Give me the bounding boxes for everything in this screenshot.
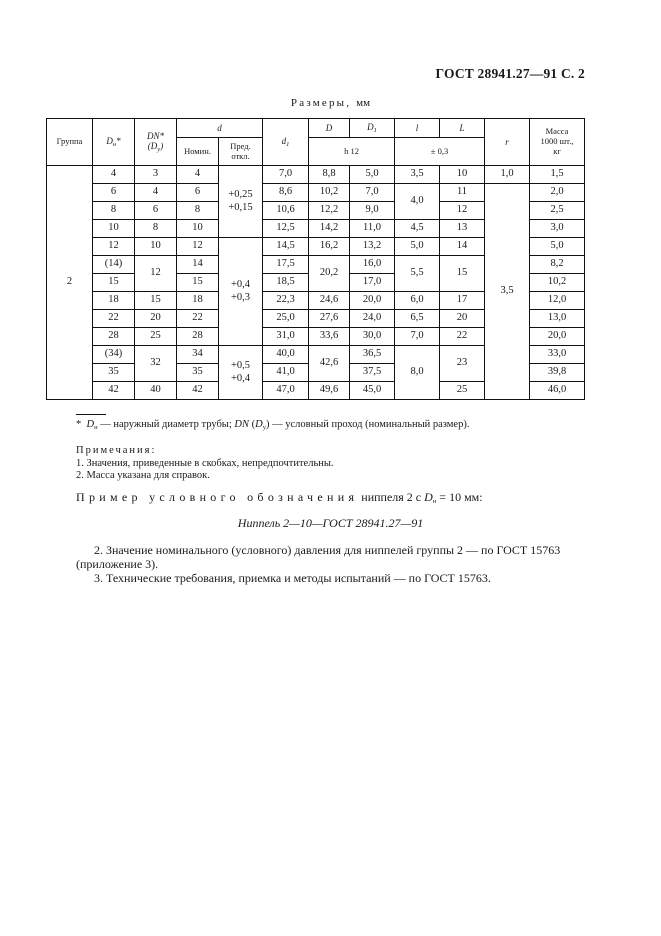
dimensions-table (46, 118, 585, 400)
cell-D1: 5,0 (350, 166, 395, 184)
cell-r: 1,0 (485, 166, 530, 184)
cell-L: 15 (440, 256, 485, 292)
example-line: Пример условного обозначения ниппеля 2 с $D_н = 10$ мм: (76, 490, 483, 505)
cell-mass: 3,0 (530, 220, 585, 238)
header-tol-h12: h 12 (309, 138, 395, 166)
cell-d1: 14,5 (263, 238, 309, 256)
cell-DN: 20 (135, 310, 177, 328)
notes-title: Примечания: (76, 445, 157, 456)
cell-L: 23 (440, 346, 485, 382)
cell-L: 11 (440, 184, 485, 202)
page-header: ГОСТ 28941.27—91 С. 2 (435, 66, 585, 81)
header-l: l (395, 119, 440, 138)
cell-mass: 39,8 (530, 364, 585, 382)
cell-DN: 25 (135, 328, 177, 346)
cell-d1: 25,0 (263, 310, 309, 328)
header-DN-Dy: DN* $(D_у)$ (135, 119, 177, 166)
cell-D1: 17,0 (350, 274, 395, 292)
cell-DN: 8 (135, 220, 177, 238)
cell-D: 12,2 (309, 202, 350, 220)
cell-D: 42,6 (309, 346, 350, 382)
header-nom: Номин. (177, 138, 219, 166)
cell-dn: 10 (93, 220, 135, 238)
table-row (47, 166, 585, 184)
cell-d1: 10,6 (263, 202, 309, 220)
notes-list (76, 458, 334, 482)
cell-d1: 17,5 (263, 256, 309, 274)
cell-mass: 2,0 (530, 184, 585, 202)
table-body (47, 166, 585, 400)
cell-L: 22 (440, 328, 485, 346)
cell-L: 25 (440, 382, 485, 400)
header-d1: $d_1$ (263, 119, 309, 166)
cell-nom: 4 (177, 166, 219, 184)
cell-D1: 24,0 (350, 310, 395, 328)
cell-l: 7,0 (395, 328, 440, 346)
cell-dn: 12 (93, 238, 135, 256)
cell-mass: 2,5 (530, 202, 585, 220)
footnote-divider (76, 414, 106, 415)
header-r: r (485, 119, 530, 166)
header-pred: Пред. откл. (219, 138, 263, 166)
cell-dn: (14) (93, 256, 135, 274)
cell-nom: 42 (177, 382, 219, 400)
cell-d1: 31,0 (263, 328, 309, 346)
cell-mass: 10,2 (530, 274, 585, 292)
cell-dn: 8 (93, 202, 135, 220)
header-D: D (309, 119, 350, 138)
cell-dn: 35 (93, 364, 135, 382)
cell-D1: 16,0 (350, 256, 395, 274)
cell-tolerance: +0,5 +0,4 (219, 346, 263, 400)
cell-tolerance: +0,4 +0,3 (219, 238, 263, 346)
cell-l: 5,5 (395, 256, 440, 292)
cell-d1: 7,0 (263, 166, 309, 184)
cell-D: 49,6 (309, 382, 350, 400)
cell-dn: 28 (93, 328, 135, 346)
cell-r: 3,5 (485, 184, 530, 400)
cell-L: 10 (440, 166, 485, 184)
header-dn: $D_н*$ (93, 119, 135, 166)
cell-D1: 36,5 (350, 346, 395, 364)
cell-nom: 8 (177, 202, 219, 220)
cell-dn: 42 (93, 382, 135, 400)
cell-DN: 3 (135, 166, 177, 184)
table-caption (0, 97, 661, 109)
cell-D: 8,8 (309, 166, 350, 184)
cell-dn: 15 (93, 274, 135, 292)
group-cell: 2 (47, 166, 93, 400)
note-item: 2. Масса указана для справок. (76, 470, 210, 481)
cell-l: 3,5 (395, 166, 440, 184)
example-label: Пример условного обозначения (76, 490, 359, 504)
cell-D: 33,6 (309, 328, 350, 346)
cell-DN: 40 (135, 382, 177, 400)
cell-mass: 8,2 (530, 256, 585, 274)
cell-D: 10,2 (309, 184, 350, 202)
clause-3: 3. Технические требования, приемка и методы испытаний — по ГОСТ 15763. (94, 571, 491, 585)
cell-DN: 4 (135, 184, 177, 202)
cell-d1: 18,5 (263, 274, 309, 292)
cell-D1: 7,0 (350, 184, 395, 202)
cell-l: 8,0 (395, 346, 440, 400)
table-header (47, 119, 585, 166)
cell-mass: 1,5 (530, 166, 585, 184)
header-D1: $D_1$ (350, 119, 395, 138)
note-item: 1. Значения, приведенные в скобках, непредпочтительны. (76, 458, 334, 469)
cell-D1: 45,0 (350, 382, 395, 400)
cell-L: 14 (440, 238, 485, 256)
cell-D: 20,2 (309, 256, 350, 292)
cell-dn: (34) (93, 346, 135, 364)
cell-d1: 22,3 (263, 292, 309, 310)
cell-mass: 13,0 (530, 310, 585, 328)
cell-D1: 11,0 (350, 220, 395, 238)
cell-dn: 22 (93, 310, 135, 328)
cell-d1: 47,0 (263, 382, 309, 400)
cell-l: 6,5 (395, 310, 440, 328)
cell-L: 13 (440, 220, 485, 238)
cell-D: 16,2 (309, 238, 350, 256)
cell-DN: 6 (135, 202, 177, 220)
footnote: * $D_н$ — наружный диаметр трубы; DN $(D_у)$ — условный проход (номинальный размер). (76, 419, 470, 431)
cell-mass: 33,0 (530, 346, 585, 364)
cell-dn: 6 (93, 184, 135, 202)
table-row (47, 184, 585, 202)
cell-D: 24,6 (309, 292, 350, 310)
cell-nom: 10 (177, 220, 219, 238)
header-d: d (177, 119, 263, 138)
cell-D1: 37,5 (350, 364, 395, 382)
cell-D: 14,2 (309, 220, 350, 238)
cell-mass: 12,0 (530, 292, 585, 310)
cell-L: 12 (440, 202, 485, 220)
cell-L: 20 (440, 310, 485, 328)
cell-nom: 14 (177, 256, 219, 274)
header-mass: Масса 1000 шт., кг (530, 119, 585, 166)
cell-d1: 12,5 (263, 220, 309, 238)
cell-DN: 10 (135, 238, 177, 256)
designation-example: Ниппель 2—10—ГОСТ 28941.27—91 (237, 516, 424, 530)
clause-2: 2. Значение номинального (условного) давления для ниппелей группы 2 — по ГОСТ 15763 (приложение 3). (76, 543, 561, 571)
cell-L: 17 (440, 292, 485, 310)
cell-nom: 28 (177, 328, 219, 346)
cell-l: 5,0 (395, 238, 440, 256)
cell-D1: 30,0 (350, 328, 395, 346)
cell-D1: 9,0 (350, 202, 395, 220)
caption-unit: мм (356, 97, 371, 109)
cell-nom: 12 (177, 238, 219, 256)
cell-l: 6,0 (395, 292, 440, 310)
cell-D1: 20,0 (350, 292, 395, 310)
cell-mass: 20,0 (530, 328, 585, 346)
cell-nom: 34 (177, 346, 219, 364)
caption-title: Размеры, (290, 97, 352, 109)
cell-mass: 46,0 (530, 382, 585, 400)
cell-mass: 5,0 (530, 238, 585, 256)
cell-nom: 15 (177, 274, 219, 292)
cell-dn: 18 (93, 292, 135, 310)
cell-d1: 41,0 (263, 364, 309, 382)
cell-nom: 22 (177, 310, 219, 328)
cell-l: 4,0 (395, 184, 440, 220)
header-tol-pm03: ± 0,3 (395, 138, 485, 166)
cell-DN: 15 (135, 292, 177, 310)
cell-DN: 32 (135, 346, 177, 382)
cell-nom: 18 (177, 292, 219, 310)
header-group: Группа (47, 119, 93, 166)
cell-D: 27,6 (309, 310, 350, 328)
cell-DN: 12 (135, 256, 177, 292)
cell-l: 4,5 (395, 220, 440, 238)
header-L: L (440, 119, 485, 138)
cell-d1: 8,6 (263, 184, 309, 202)
cell-d1: 40,0 (263, 346, 309, 364)
cell-nom: 6 (177, 184, 219, 202)
cell-dn: 4 (93, 166, 135, 184)
cell-nom: 35 (177, 364, 219, 382)
cell-tolerance: +0,25 +0,15 (219, 166, 263, 238)
cell-D1: 13,2 (350, 238, 395, 256)
